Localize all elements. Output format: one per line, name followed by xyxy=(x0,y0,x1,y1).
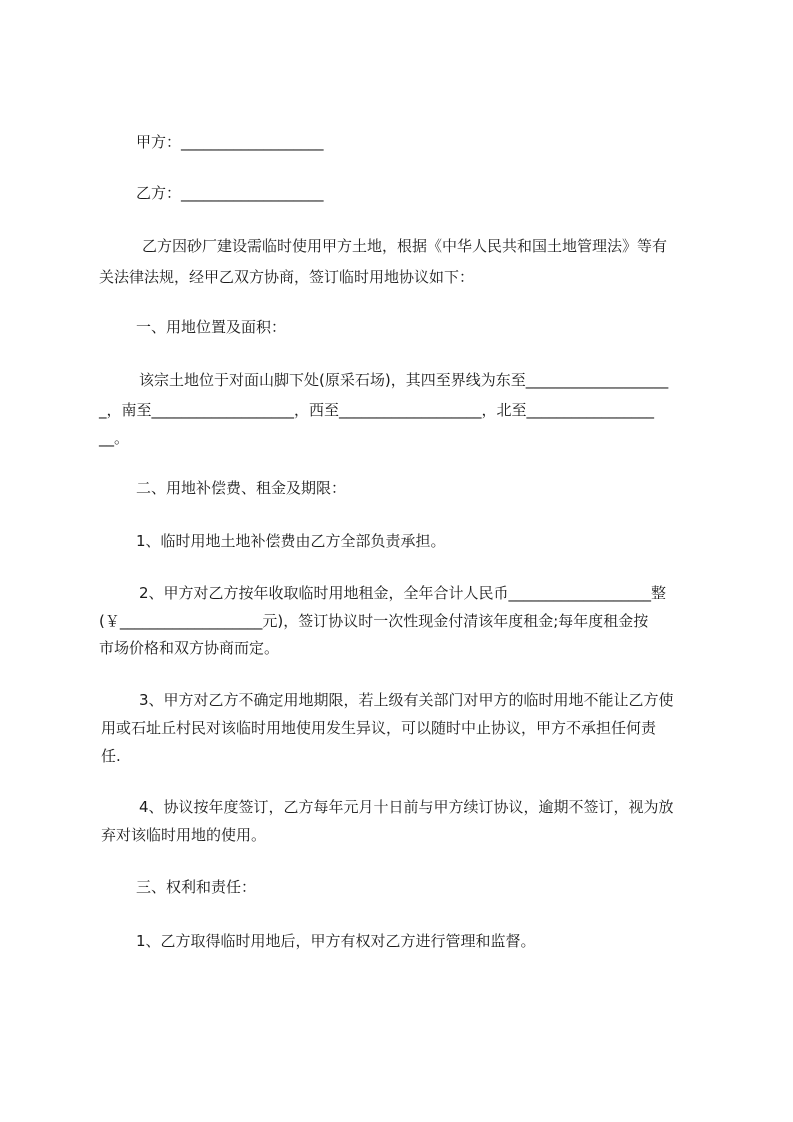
party-b-line: 乙方：___________________ xyxy=(136,184,324,202)
intro-line-1: 乙方因砂厂建设需临时使用甲方土地，根据《中华人民共和国土地管理法》等有 xyxy=(142,237,668,255)
section-1-line-3: __。 xyxy=(99,429,130,447)
section-2-heading: 二、用地补偿费、租金及期限： xyxy=(136,479,347,497)
section-2-item-1: 1、临时用地土地补偿费由乙方全部负责承担。 xyxy=(136,532,446,550)
section-2-item-3-line-3: 任. xyxy=(101,747,121,765)
section-1-line-2: _，南至___________________，西至___________________，北至_________________ xyxy=(99,401,655,419)
section-2-item-3-line-2: 用或石址丘村民对该临时用地使用发生异议，可以随时中止协议，甲方不承担任何责 xyxy=(101,719,657,737)
section-2-item-2-line-2: (￥___________________元)，签订协议时一次性现金付清该年度租金;每年度租金按 xyxy=(99,612,649,630)
section-2-item-4-line-2: 弃对该临时用地的使用。 xyxy=(101,826,267,844)
section-3-heading: 三、权利和责任： xyxy=(136,878,257,896)
section-2-item-2-line-1: 2、甲方对乙方按年收取临时用地租金，全年合计人民币___________________整 xyxy=(139,584,667,602)
section-2-item-3-line-1: 3、甲方对乙方不确定用地期限，若上级有关部门对甲方的临时用地不能让乙方使 xyxy=(139,691,674,709)
party-a-line: 甲方：___________________ xyxy=(136,133,324,151)
intro-line-2: 关法律法规，经甲乙双方协商，签订临时用地协议如下： xyxy=(99,268,475,286)
section-2-item-2-line-3: 市场价格和双方协商而定。 xyxy=(99,639,280,657)
section-1-line-1: 该宗土地位于对面山脚下处(原采石场)，其四至界线为东至___________________ xyxy=(139,371,669,389)
section-2-item-4-line-1: 4、协议按年度签订，乙方每年元月十日前与甲方续订协议，逾期不签订，视为放 xyxy=(139,798,674,816)
section-1-heading: 一、用地位置及面积： xyxy=(136,318,287,336)
section-3-item-1: 1、乙方取得临时用地后，甲方有权对乙方进行管理和监督。 xyxy=(136,932,536,950)
